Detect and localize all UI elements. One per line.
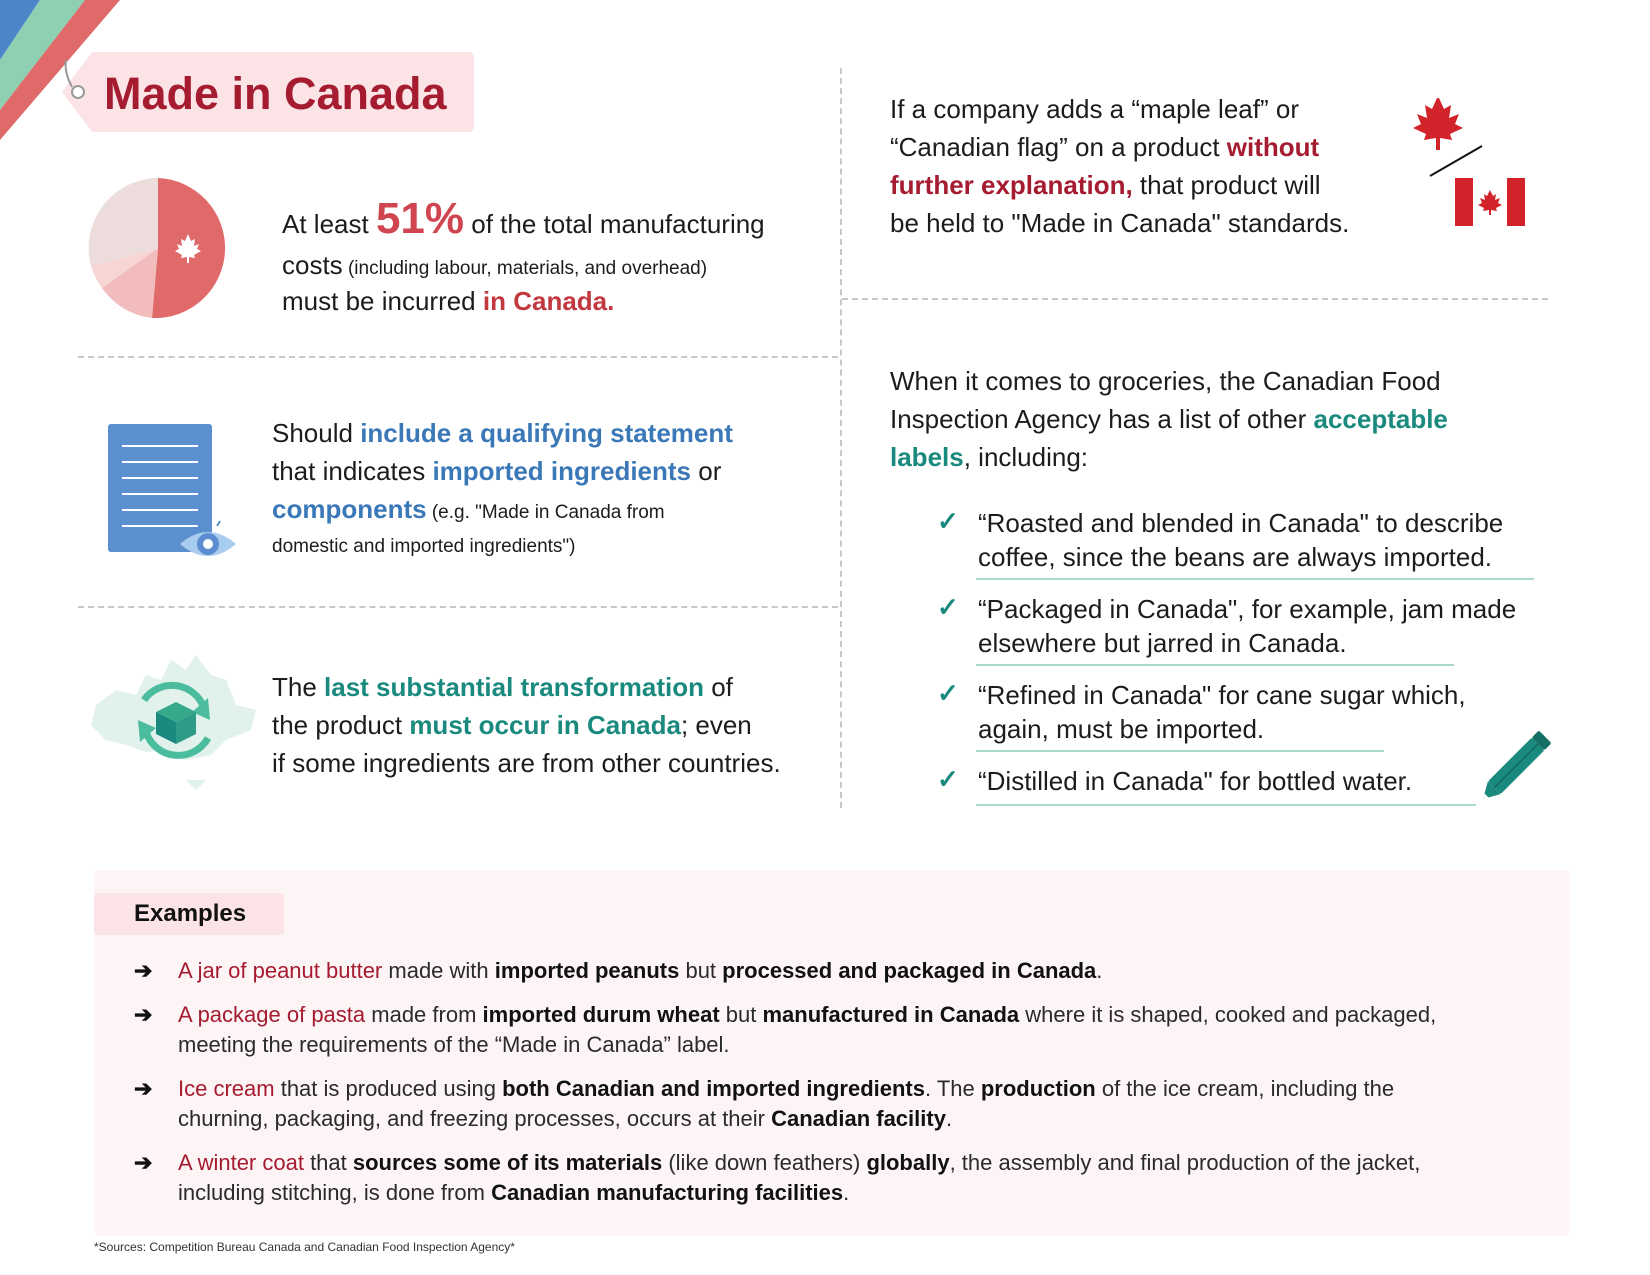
statement-line-2: that indicates imported ingredients or [272,456,722,486]
checkmark-icon: ✓ [937,592,959,622]
arrow-icon: ➔ [134,958,153,983]
underline [976,578,1534,580]
example-item: A jar of peanut butter made with imported peanuts but processed and packaged in Canada. [178,958,1103,983]
pencil-icon [1474,718,1564,808]
groceries-line-2: Inspection Agency has a list of other acceptable [890,404,1448,434]
pie-chart-icon [88,178,228,318]
underline [976,664,1454,666]
statement-line-1: Should include a qualifying statement [272,418,733,448]
underline [976,750,1384,752]
flag-line-3: further explanation, that product will [890,170,1321,200]
divider-left-2 [78,606,838,608]
maple-leaf-flag-icon [1410,98,1540,228]
groceries-line-1: When it comes to groceries, the Canadian Food [890,366,1441,396]
arrow-icon: ➔ [134,1076,153,1101]
groceries-line-3: labels, including: [890,442,1089,472]
page-title: Made in Canada [104,68,447,119]
arrow-icon: ➔ [134,1150,153,1175]
arrow-icon: ➔ [134,1002,153,1027]
statement-line-3: components (e.g. "Made in Canada from [272,494,665,524]
cost-line-1: At least 51% of the total manufacturing [282,194,765,243]
checkmark-icon: ✓ [937,506,959,536]
cost-line-2: costs (including labour, materials, and overhead) [282,250,708,280]
transformation-line-3: if some ingredients are from other countries. [272,748,781,778]
vertical-divider [840,68,842,808]
document-eye-icon [108,424,243,574]
canada-map-cycle-icon [86,650,266,790]
percent-figure: 51% [375,194,465,243]
example-item: A package of pasta made from imported durum wheat but manufactured in Canada where it is shaped, cooked and packaged, meeting the requirements of the “Made in Canada” label. [178,1002,1437,1057]
underline [976,804,1476,806]
examples-heading: Examples [134,900,247,927]
flag-line-4: be held to "Made in Canada" standards. [890,208,1350,238]
example-item: A winter coat that sources some of its materials (like down feathers) globally, the assembly and final production of the jacket, including stitching, is done from Canadian manufacturing facilities. [178,1150,1421,1205]
transformation-line-2: the product must occur in Canada; even [272,710,752,740]
flag-line-1: If a company adds a “maple leaf” or [890,94,1299,124]
divider-right-1 [842,298,1548,300]
transformation-line-1: The last substantial transformation of [272,672,733,702]
checkmark-icon: ✓ [937,764,959,794]
example-item: Ice cream that is produced using both Canadian and imported ingredients. The production of the ice cream, including the churning, packaging, and freezing processes, occurs at their Canadian facility. [178,1076,1395,1131]
sources-footnote: *Sources: Competition Bureau Canada and Canadian Food Inspection Agency* [94,1240,515,1254]
flag-line-2: “Canadian flag” on a product without [890,132,1320,162]
cost-line-3: must be incurred in Canada. [282,286,615,316]
statement-line-4: domestic and imported ingredients") [272,536,576,557]
divider-left-1 [78,356,838,358]
checkmark-icon: ✓ [937,678,959,708]
